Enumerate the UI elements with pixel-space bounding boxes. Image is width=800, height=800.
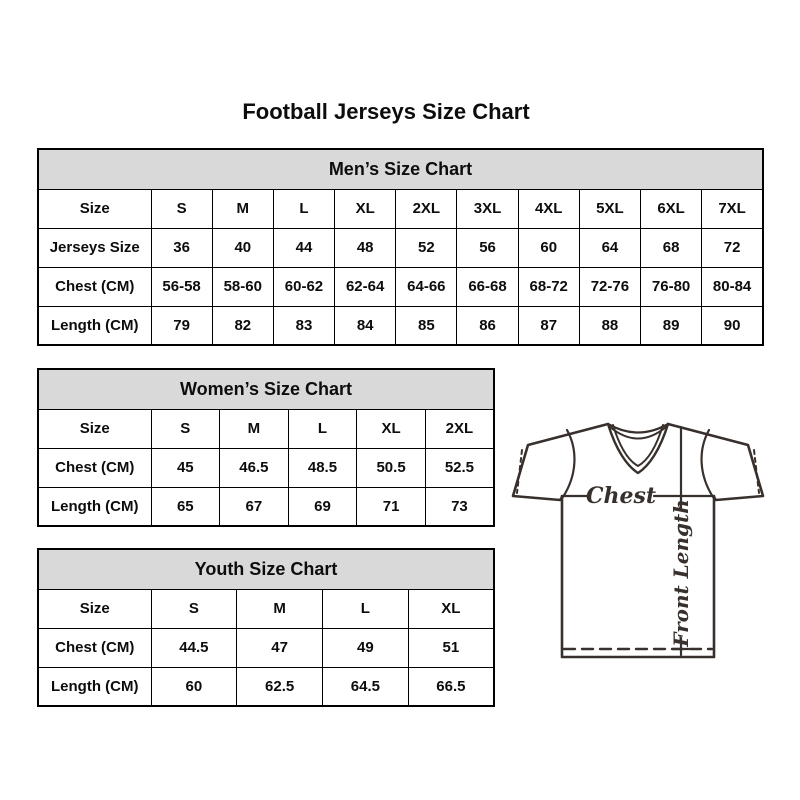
row-label-cell: Size: [38, 189, 151, 228]
value-cell: 60-62: [273, 267, 334, 306]
chest-label: Chest: [585, 483, 657, 509]
value-cell: 56-58: [151, 267, 212, 306]
right-sleeve-seam: [702, 430, 713, 497]
row-label-cell: Length (CM): [38, 306, 151, 345]
value-cell: L: [273, 189, 334, 228]
value-cell: 85: [396, 306, 457, 345]
womens-table-body: [38, 409, 494, 526]
value-cell: 5XL: [579, 189, 640, 228]
table-row: [38, 487, 494, 526]
value-cell: 36: [151, 228, 212, 267]
value-cell: 83: [273, 306, 334, 345]
table-header-row: [38, 149, 763, 189]
value-cell: 7XL: [702, 189, 763, 228]
row-label-cell: Chest (CM): [38, 448, 151, 487]
value-cell: 66-68: [457, 267, 518, 306]
value-cell: 4XL: [518, 189, 579, 228]
womens-size-table: [37, 368, 495, 527]
left-sleeve-seam: [563, 430, 574, 497]
mens-table-title: Men’s Size Chart: [38, 149, 763, 189]
value-cell: 47: [237, 628, 323, 667]
value-cell: 62-64: [335, 267, 396, 306]
value-cell: 80-84: [702, 267, 763, 306]
youth-table-body: [38, 589, 494, 706]
value-cell: XL: [408, 589, 494, 628]
row-label-cell: Jerseys Size: [38, 228, 151, 267]
value-cell: 68-72: [518, 267, 579, 306]
value-cell: 88: [579, 306, 640, 345]
youth-table-title: Youth Size Chart: [38, 549, 494, 589]
value-cell: 90: [702, 306, 763, 345]
value-cell: L: [323, 589, 409, 628]
value-cell: 45: [151, 448, 220, 487]
mens-table-body: [38, 189, 763, 345]
table-header-row: [38, 549, 494, 589]
value-cell: M: [212, 189, 273, 228]
table-header-row: [38, 369, 494, 409]
value-cell: 2XL: [396, 189, 457, 228]
row-label-cell: Chest (CM): [38, 267, 151, 306]
value-cell: 84: [335, 306, 396, 345]
value-cell: 48.5: [288, 448, 357, 487]
value-cell: 65: [151, 487, 220, 526]
jersey-illustration: [502, 405, 782, 675]
value-cell: 72-76: [579, 267, 640, 306]
value-cell: 71: [357, 487, 426, 526]
value-cell: 56: [457, 228, 518, 267]
row-label-cell: Size: [38, 589, 151, 628]
value-cell: S: [151, 589, 237, 628]
value-cell: 60: [151, 667, 237, 706]
value-cell: 40: [212, 228, 273, 267]
value-cell: 6XL: [641, 189, 702, 228]
value-cell: S: [151, 409, 220, 448]
value-cell: M: [220, 409, 289, 448]
value-cell: 46.5: [220, 448, 289, 487]
womens-table-title: Women’s Size Chart: [38, 369, 494, 409]
value-cell: 52.5: [425, 448, 494, 487]
table-row: [38, 628, 494, 667]
page-title: Football Jerseys Size Chart: [242, 99, 530, 124]
value-cell: 48: [335, 228, 396, 267]
value-cell: 87: [518, 306, 579, 345]
row-label-cell: Length (CM): [38, 667, 151, 706]
value-cell: 67: [220, 487, 289, 526]
jersey-measurement-diagram: [502, 405, 782, 675]
value-cell: 52: [396, 228, 457, 267]
value-cell: 51: [408, 628, 494, 667]
value-cell: 89: [641, 306, 702, 345]
row-label-cell: Chest (CM): [38, 628, 151, 667]
value-cell: 76-80: [641, 267, 702, 306]
value-cell: 68: [641, 228, 702, 267]
youth-size-table: [37, 548, 495, 707]
value-cell: 69: [288, 487, 357, 526]
value-cell: 44: [273, 228, 334, 267]
value-cell: 60: [518, 228, 579, 267]
value-cell: 58-60: [212, 267, 273, 306]
value-cell: 79: [151, 306, 212, 345]
value-cell: XL: [357, 409, 426, 448]
value-cell: 66.5: [408, 667, 494, 706]
value-cell: M: [237, 589, 323, 628]
value-cell: 62.5: [237, 667, 323, 706]
value-cell: 50.5: [357, 448, 426, 487]
table-row: [38, 409, 494, 448]
value-cell: L: [288, 409, 357, 448]
value-cell: 73: [425, 487, 494, 526]
table-row: [38, 189, 763, 228]
value-cell: XL: [335, 189, 396, 228]
mens-size-table: [37, 148, 764, 346]
value-cell: S: [151, 189, 212, 228]
value-cell: 82: [212, 306, 273, 345]
table-row: [38, 228, 763, 267]
jersey-outline: [513, 424, 763, 657]
value-cell: 2XL: [425, 409, 494, 448]
table-row: [38, 589, 494, 628]
table-row: [38, 267, 763, 306]
value-cell: 64.5: [323, 667, 409, 706]
value-cell: 3XL: [457, 189, 518, 228]
vneck-inner-edge: [613, 425, 663, 466]
front-length-label: Front Length: [669, 499, 693, 647]
table-row: [38, 306, 763, 345]
value-cell: 64-66: [396, 267, 457, 306]
value-cell: 64: [579, 228, 640, 267]
table-row: [38, 667, 494, 706]
value-cell: 72: [702, 228, 763, 267]
table-row: [38, 448, 494, 487]
value-cell: 86: [457, 306, 518, 345]
value-cell: 49: [323, 628, 409, 667]
row-label-cell: Length (CM): [38, 487, 151, 526]
row-label-cell: Size: [38, 409, 151, 448]
value-cell: 44.5: [151, 628, 237, 667]
